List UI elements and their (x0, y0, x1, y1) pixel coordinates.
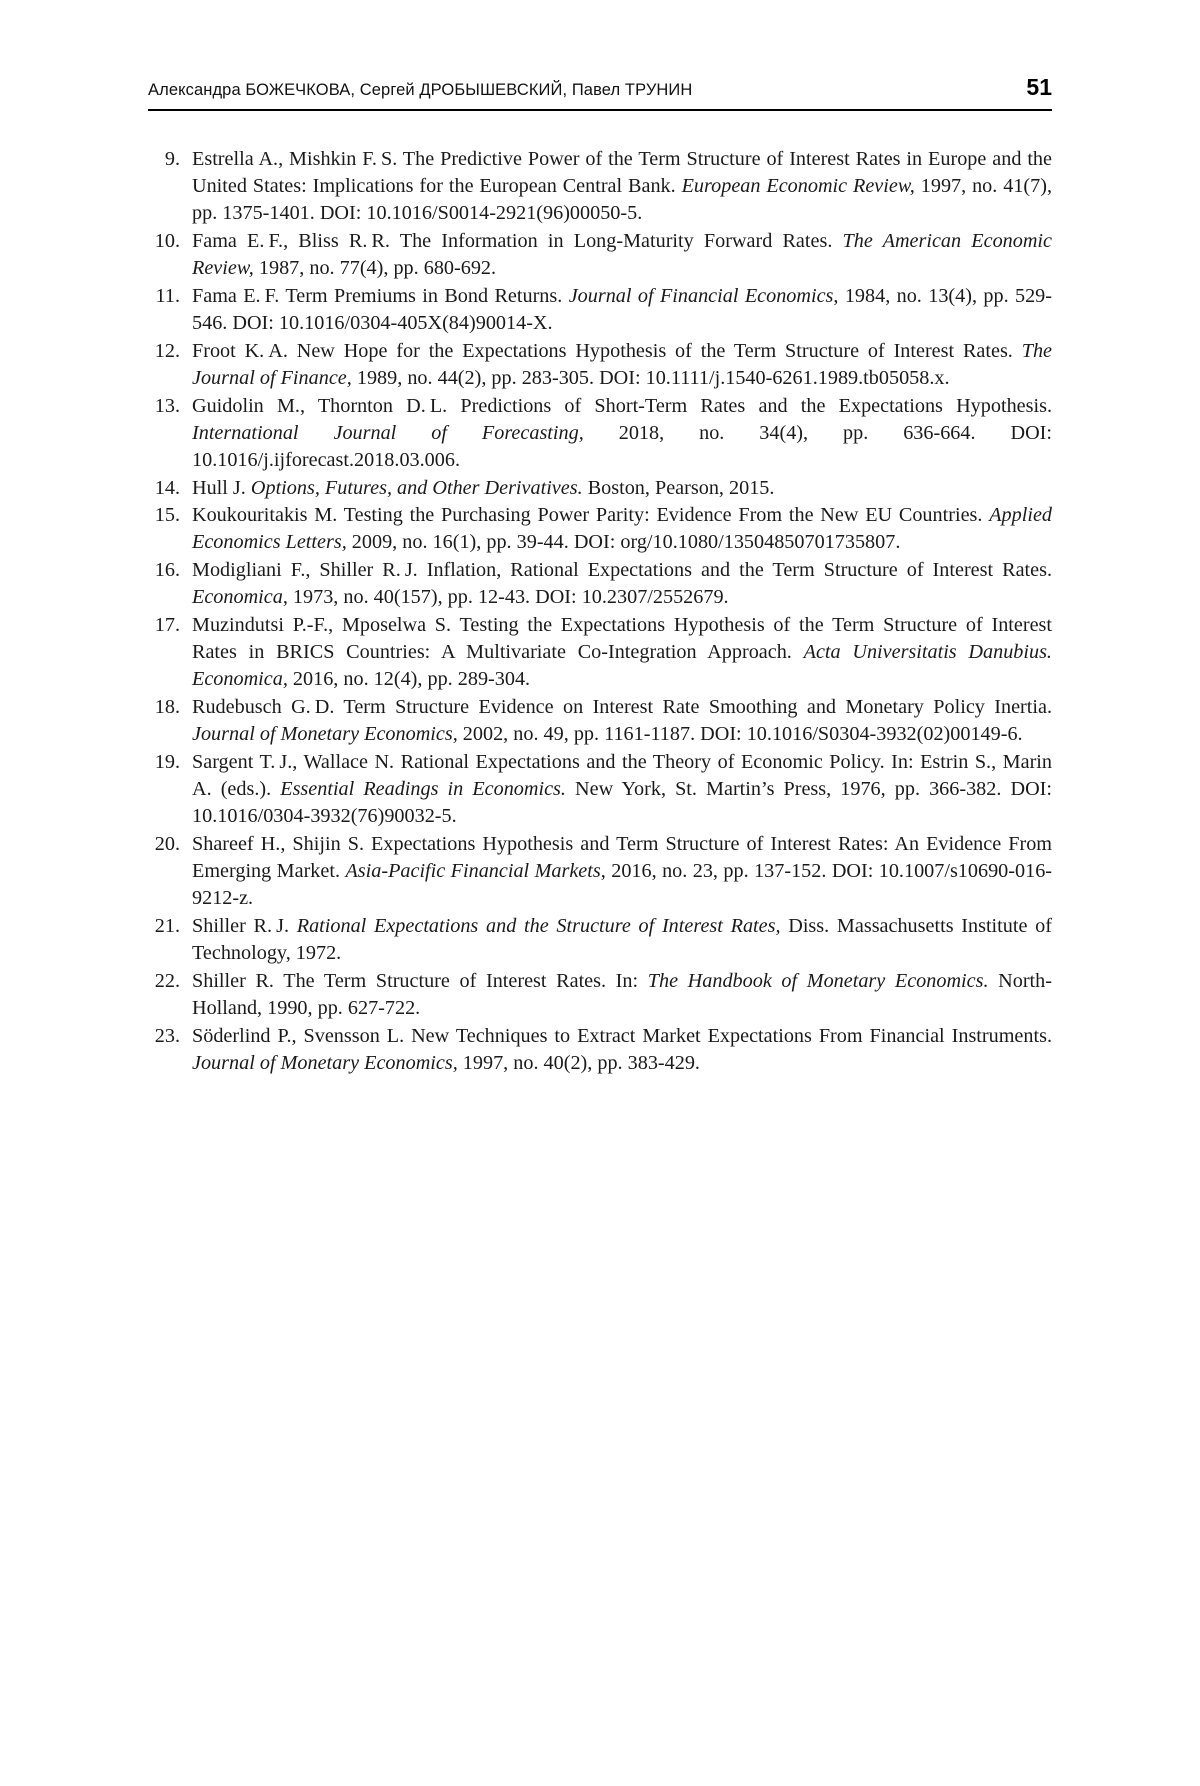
reference-number: 23. (154, 1024, 180, 1047)
reference-text: Sargent T. J., Wallace N. Rational Expectations and the Theory of Economic Policy. In: Estrin S., Marin A. (eds.). Essential Readings in Economics. New York, St. Martin’s Press, 1976, pp. 366-382. DOI: 10.1016/0304-3932(76)90032-5. (192, 750, 1052, 828)
reference-list (148, 146, 1052, 1077)
reference-text: Muzindutsi P.-F., Mposelwa S. Testing the Expectations Hypothesis of the Term Structure of Interest Rates in BRICS Countries: A Multivariate Co-Integration Approach. Acta Universitatis Danubius. Economica, 2016, no. 12(4), pp. 289-304. (192, 613, 1052, 691)
reference-number: 11. (155, 284, 180, 307)
page-number: 51 (1026, 74, 1052, 100)
reference-item (148, 1023, 1052, 1077)
reference-text: Froot K. A. New Hope for the Expectations Hypothesis of the Term Structure of Interest Rates. The Journal of Finance, 1989, no. 44(2), pp. 283-305. DOI: 10.1111/j.1540-6261.1989.tb05058.x. (192, 339, 1052, 389)
reference-item (148, 283, 1052, 337)
reference-item (148, 475, 1052, 502)
reference-item (148, 694, 1052, 748)
reference-number: 18. (154, 695, 180, 718)
reference-text: Estrella A., Mishkin F. S. The Predictive Power of the Term Structure of Interest Rates in Europe and the United States: Implications for the European Central Bank. European Economic Review, 1997, no. 41(7), pp. 1375-1401. DOI: 10.1016/S0014-2921(96)00050-5. (192, 148, 1052, 225)
reference-text: Guidolin M., Thornton D. L. Predictions of Short-Term Rates and the Expectations Hypothesis. International Journal of Forecasting, 2018, no. 34(4), pp. 636-664. DOI: 10.1016/j.ijforecast.2018.03.006. (192, 394, 1052, 471)
reference-number: 19. (154, 750, 180, 773)
reference-item (148, 913, 1052, 967)
reference-number: 16. (154, 559, 180, 582)
reference-text: Shareef H., Shijin S. Expectations Hypothesis and Term Structure of Interest Rates: An Evidence From Emerging Market. Asia-Pacific Financial Markets, 2016, no. 23, pp. 137-152. DOI: 10.1007/s10690-016-9212-z. (192, 832, 1053, 910)
reference-item (148, 612, 1052, 694)
page-header (148, 74, 1052, 111)
reference-text: Shiller R. The Term Structure of Interest Rates. In: The Handbook of Monetary Economics. North-Holland, 1990, pp. 627-722. (192, 969, 1052, 1019)
reference-text: Shiller R. J. Rational Expectations and the Structure of Interest Rates, Diss. Massachusetts Institute of Technology, 1972. (192, 914, 1052, 964)
running-head-authors: Александра БОЖЕЧКОВА, Сергей ДРОБЫШЕВСКИЙ, Павел ТРУНИН (148, 81, 693, 99)
reference-item (148, 831, 1052, 913)
reference-number: 10. (154, 230, 180, 253)
reference-number: 15. (154, 504, 180, 527)
reference-number: 17. (154, 613, 180, 636)
reference-text: Hull J. Options, Futures, and Other Derivatives. Boston, Pearson, 2015. (192, 476, 775, 499)
reference-item (148, 749, 1052, 831)
reference-text: Rudebusch G. D. Term Structure Evidence on Interest Rate Smoothing and Monetary Policy Inertia. Journal of Monetary Economics, 2002, no. 49, pp. 1161-1187. DOI: 10.1016/S0304-3932(02)00149-6. (192, 695, 1052, 746)
reference-text: Koukouritakis M. Testing the Purchasing Power Parity: Evidence From the New EU Countries. Applied Economics Letters, 2009, no. 16(1), pp. 39-44. DOI: org/10.1080/13504850701735807. (192, 504, 1052, 554)
reference-item (148, 228, 1052, 282)
reference-item (148, 968, 1052, 1022)
reference-number: 14. (154, 476, 180, 499)
reference-text: Modigliani F., Shiller R. J. Inflation, Rational Expectations and the Term Structure of Interest Rates. Economica, 1973, no. 40(157), pp. 12-43. DOI: 10.2307/2552679. (192, 559, 1052, 609)
reference-item (148, 557, 1052, 611)
reference-number: 12. (154, 339, 180, 362)
reference-text: Fama E. F. Term Premiums in Bond Returns. Journal of Financial Economics, 1984, no. 13(4), pp. 529-546. DOI: 10.1016/0304-405X(84)90014-X. (192, 284, 1052, 335)
reference-text: Söderlind P., Svensson L. New Techniques to Extract Market Expectations From Financial Instruments. Journal of Monetary Economics, 1997, no. 40(2), pp. 383-429. (192, 1024, 1052, 1074)
reference-number: 22. (154, 969, 180, 992)
reference-number: 21. (154, 914, 180, 937)
reference-text: Fama E. F., Bliss R. R. The Information in Long-Maturity Forward Rates. The American Economic Review, 1987, no. 77(4), pp. 680-692. (192, 230, 1053, 280)
reference-item (148, 502, 1052, 556)
reference-item (148, 338, 1052, 392)
reference-item (148, 146, 1052, 228)
reference-number: 13. (154, 394, 180, 417)
reference-number: 20. (154, 832, 180, 855)
reference-item (148, 393, 1052, 475)
reference-number: 9. (164, 148, 180, 170)
